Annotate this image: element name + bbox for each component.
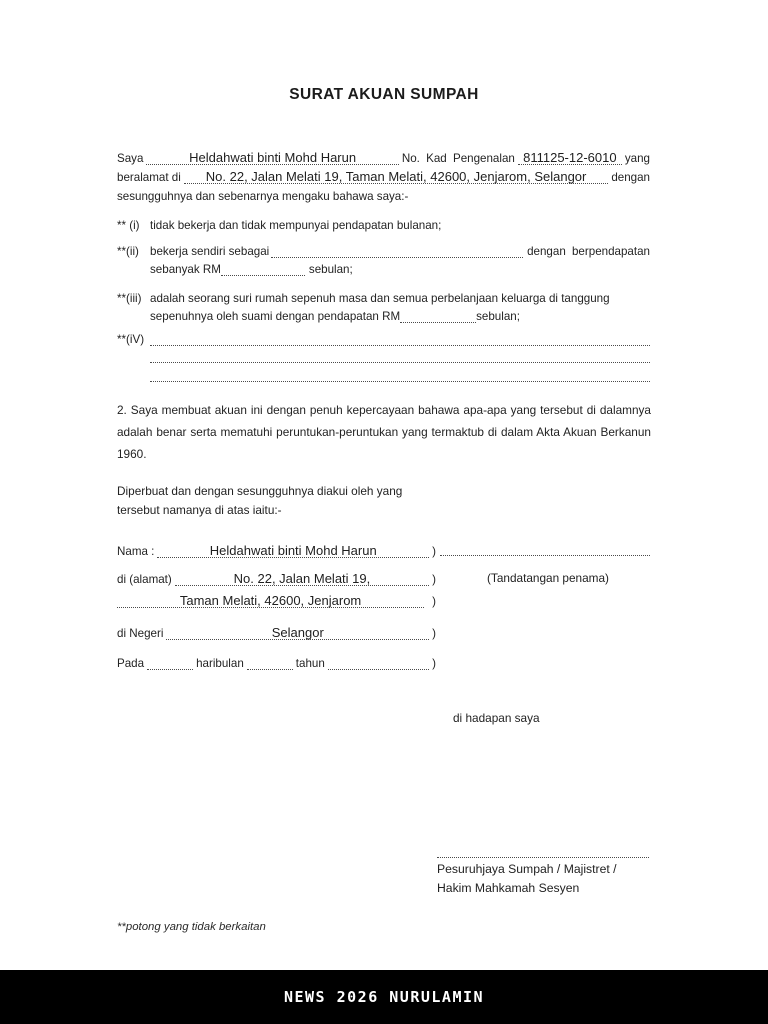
pada-label: Pada (117, 657, 145, 670)
pekerjaan-field (271, 257, 523, 258)
attestation-line-1: Diperbuat dan dengan sesungguhnya diakui oleh yang (117, 484, 403, 498)
nama-value: Heldahwati binti Mohd Harun (209, 543, 377, 558)
paragraph-2: 2. Saya membuat akuan ini dengan penuh kepercayaan bahawa apa-apa yang tersebut di dalamnya adalah benar serta mematuhi peruntukan-peruntukan yang termaktub di dalam Akta Akuan Berkanun 1960. (117, 403, 651, 461)
declaration-item-iv (117, 330, 650, 382)
item-iv-blank-line-1 (150, 345, 650, 346)
pendapatan-suami-field (400, 322, 476, 323)
officer-signature-line (437, 848, 649, 858)
name-value: Heldahwati binti Mohd Harun (189, 150, 357, 165)
pendapatan-field (221, 275, 305, 276)
item-iv-blank-line-2 (150, 346, 650, 363)
alamat-label: di (alamat) (117, 573, 172, 586)
kad-pengenalan-label: No. Kad Pengenalan (401, 152, 515, 165)
footer-bar (0, 970, 768, 1024)
footnote: **potong yang tidak berkaitan (117, 921, 266, 933)
declaration-item-iii (117, 287, 650, 323)
alamat2-paren: ) (432, 595, 436, 608)
nama-row (117, 540, 436, 558)
item-ii-line2-after: sebulan; (308, 263, 353, 276)
item-iii-line2-before: sepenuhnya oleh suami dengan pendapatan RM (150, 310, 401, 323)
address-field (184, 170, 609, 184)
alamat-row-2 (117, 590, 436, 608)
item-i-marker: ** (i) (117, 219, 140, 232)
negeri-row (117, 622, 436, 640)
dengan-suffix: dengan (611, 171, 650, 184)
document-title: SURAT AKUAN SUMPAH (289, 86, 479, 103)
item-iii-line1: adalah seorang suri rumah sepenuh masa dan semua perbelanjaan keluarga di tanggung (150, 292, 610, 305)
tahun-label: tahun (295, 657, 325, 670)
alamat-field-line1 (175, 572, 429, 586)
haribulan-label: haribulan (196, 657, 244, 670)
di-hadapan-saya: di hadapan saya (453, 711, 540, 725)
negeri-field (166, 626, 429, 640)
negeri-paren: ) (432, 627, 436, 640)
alamat-paren: ) (432, 573, 436, 586)
haribulan-field (247, 669, 293, 670)
item-i-text: tidak bekerja dan tidak mempunyai pendapatan bulanan; (150, 219, 442, 232)
intro-line-3 (117, 184, 650, 203)
pada-paren: ) (432, 657, 436, 670)
footer-watermark-text: NEWS 2026 NURULAMIN (283, 988, 485, 1006)
pada-day-field (147, 669, 193, 670)
alamat-value-line2: Taman Melati, 42600, Jenjarom (179, 593, 362, 608)
item-ii-marker: **(ii) (117, 245, 139, 258)
nama-paren: ) (432, 545, 436, 558)
yang-suffix: yang (624, 152, 650, 165)
ic-number-value: 811125-12-6010 (523, 150, 617, 165)
intro-paragraph (117, 146, 650, 203)
declaration-item-ii (117, 240, 650, 276)
item-ii-text-before: bekerja sendiri sebagai (150, 245, 270, 258)
item-iv-blank-line-3 (150, 363, 650, 382)
intro-line-1 (117, 146, 650, 165)
item-ii-line2-before: sebanyak RM (150, 263, 221, 276)
alamat-field-line2 (117, 594, 424, 608)
item-ii-text-after: dengan berpendapatan (527, 245, 650, 258)
item-iii-marker: **(iii) (117, 292, 142, 305)
alamat-value-line1: No. 22, Jalan Melati 19, (233, 571, 371, 586)
tahun-field (328, 669, 429, 670)
saya-label: Saya (117, 152, 144, 165)
intro-closing-line: sesungguhnya dan sebenarnya mengaku bahawa saya:- (117, 190, 409, 203)
nama-label: Nama : (117, 545, 155, 558)
name-field (146, 151, 398, 165)
declaration-item-i (117, 214, 650, 232)
officer-block (437, 848, 649, 898)
officer-title-line2: Hakim Mahkamah Sesyen (437, 881, 580, 895)
intro-line-2 (117, 165, 650, 184)
pada-row (117, 652, 436, 670)
attestation-intro (117, 482, 517, 519)
beralamat-label: beralamat di (117, 171, 181, 184)
nama-field (157, 544, 429, 558)
negeri-value: Selangor (271, 625, 324, 640)
officer-title-line1: Pesuruhjaya Sumpah / Majistret / (437, 862, 617, 876)
signature-line (440, 540, 650, 556)
tandatangan-caption: (Tandatangan penama) (487, 571, 609, 585)
item-iii-line2-after: sebulan; (476, 310, 520, 323)
item-iv-marker: **(iV) (117, 333, 145, 346)
address-value: No. 22, Jalan Melati 19, Taman Melati, 42600, Jenjarom, Selangor (205, 169, 587, 184)
negeri-label: di Negeri (117, 627, 164, 640)
ic-number-field (518, 151, 622, 165)
alamat-row (117, 568, 436, 586)
attestation-line-2: tersebut namanya di atas iaitu:- (117, 502, 282, 517)
